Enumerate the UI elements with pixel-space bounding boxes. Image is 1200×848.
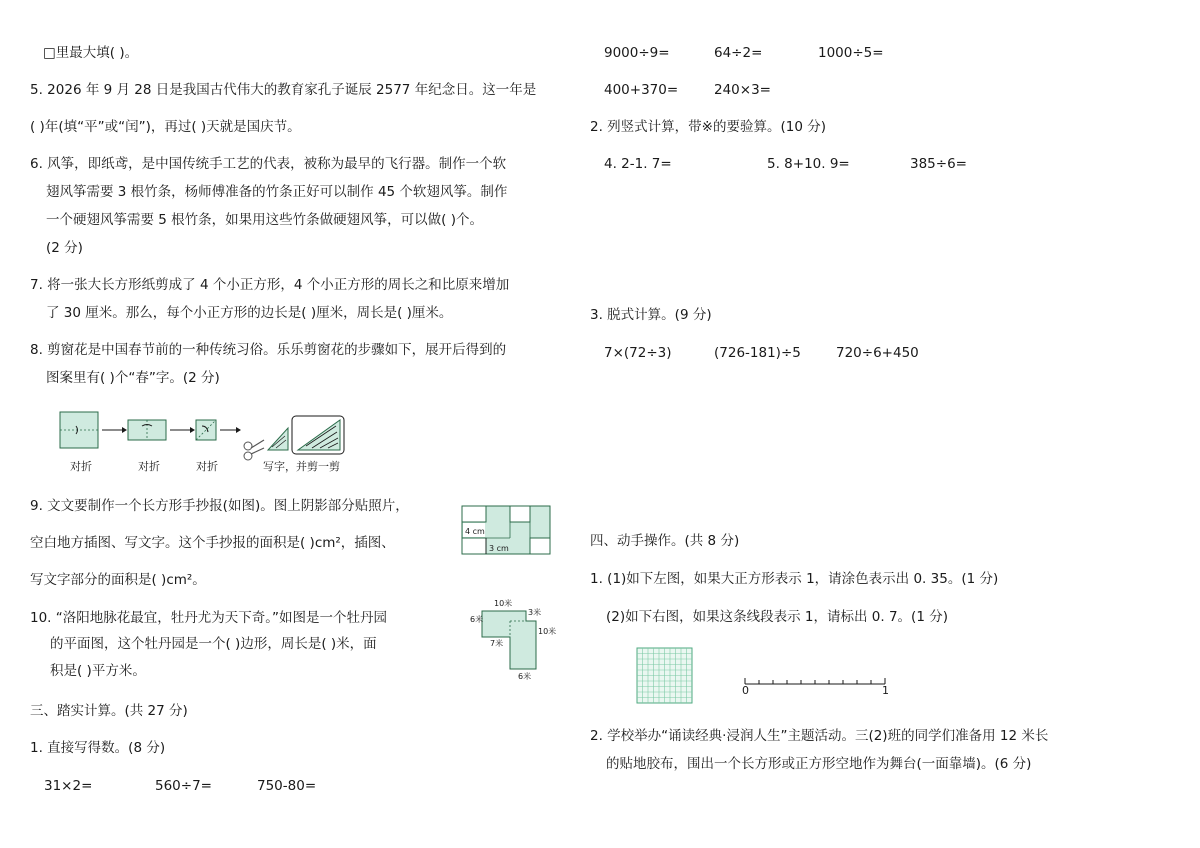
s3-q1-title: 1. 直接写得数。(8 分) <box>30 740 166 756</box>
calc-240x3: 240×3= <box>714 82 771 98</box>
q10-fig-6m-left: 6米 <box>470 615 484 624</box>
q7-line2: 了 30 厘米。那么，每个小正方形的边长是( )厘米，周长是( )厘米。 <box>46 305 453 321</box>
cut-label: 写字，并剪一剪 <box>263 460 340 473</box>
q5-line2: ( )年(填“平”或“闰”)，再过( )天就是国庆节。 <box>30 119 301 135</box>
expr-1: 7×(72÷3) <box>604 345 672 361</box>
number-line-one: 1 <box>882 684 889 697</box>
q9-fig-3cm: 3 cm <box>489 544 509 553</box>
section-3-title: 三、踏实计算。(共 27 分) <box>30 703 188 719</box>
q6-line3: 一个硬翅风筝需要 5 根竹条，如果用这些竹条做硬翅风筝，可以做( )个。 <box>46 212 483 228</box>
q10-fig-7m: 7米 <box>490 639 504 648</box>
vertical-calc-1: 4. 2-1. 7= <box>604 156 672 172</box>
section-4-title: 四、动手操作。(共 8 分) <box>590 533 740 549</box>
q6-line2: 翅风筝需要 3 根竹条，杨师傅准备的竹条正好可以制作 45 个软翅风筝。制作 <box>46 184 508 200</box>
calc-9000d9: 9000÷9= <box>604 45 670 61</box>
q10-line1: 10. “洛阳地脉花最宜，牡丹尤为天下奇。”如图是一个牡丹园 <box>30 610 387 626</box>
calc-64d2: 64÷2= <box>714 45 763 61</box>
number-line-figure <box>740 676 890 690</box>
calc-400p370: 400+370= <box>604 82 679 98</box>
q10-line3: 积是( )平方米。 <box>50 663 146 679</box>
calc-1000d5: 1000÷5= <box>818 45 884 61</box>
q7-line1: 7. 将一张大长方形纸剪成了 4 个小正方形，4 个小正方形的周长之和比原来增加 <box>30 277 510 293</box>
q3-title: 3. 脱式计算。(9 分) <box>590 307 712 323</box>
q6-line1: 6. 风筝，即纸鸢，是中国传统手工艺的代表，被称为最早的飞行器。制作一个软 <box>30 156 507 172</box>
q4-continuation: □里最大填( )。 <box>43 45 139 61</box>
q10-fig-small-label: 3米 <box>528 608 542 617</box>
calc-750m80: 750-80= <box>257 778 317 794</box>
q9-line1: 9. 文文要制作一个长方形手抄报(如图)。图上阴影部分贴照片， <box>30 498 409 514</box>
calc-560d7: 560÷7= <box>155 778 212 794</box>
q5-line1: 5. 2026 年 9 月 28 日是我国古代伟大的教育家孔子诞辰 2577 年纪念日。这一年是 <box>30 82 537 98</box>
q8-line2: 图案里有( )个“春”字。(2 分) <box>46 370 220 386</box>
vertical-calc-3: 385÷6= <box>910 156 967 172</box>
q10-fig-10m-top: 10米 <box>494 599 513 608</box>
q10-fig-6m-bottom: 6米 <box>518 672 532 681</box>
fold-label-2: 对折 <box>138 460 160 473</box>
q9-line2: 空白地方插图、写文字。这个手抄报的面积是( )cm²，插图、 <box>30 535 395 551</box>
q10-line2: 的平面图，这个牡丹园是一个( )边形，周长是( )米，面 <box>50 636 377 652</box>
hundred-grid-figure <box>637 648 693 704</box>
peony-garden-figure <box>476 607 544 679</box>
expr-2: (726-181)÷5 <box>714 345 801 361</box>
scissors-icon <box>244 440 264 460</box>
fold-label-1: 对折 <box>70 460 92 473</box>
q10-fig-10m-right: 10米 <box>538 627 557 636</box>
op2-line1: 2. 学校举办“诵读经典·浸润人生”主题活动。三(2)班的同学们准备用 12 米长 <box>590 728 1049 744</box>
number-line-zero: 0 <box>742 684 749 697</box>
q9-fig-4cm: 4 cm <box>465 527 485 536</box>
op2-line2: 的贴地胶布，围出一个长方形或正方形空地作为舞台(一面靠墙)。(6 分) <box>606 756 1032 772</box>
op1-line1: 1. (1)如下左图，如果大正方形表示 1，请涂色表示出 0. 35。(1 分) <box>590 571 999 587</box>
vertical-calc-2: 5. 8+10. 9= <box>767 156 850 172</box>
q8-line1: 8. 剪窗花是中国春节前的一种传统习俗。乐乐剪窗花的步骤如下，展开后得到的 <box>30 342 507 358</box>
op1-line2: (2)如下右图，如果这条线段表示 1，请标出 0. 7。(1 分) <box>606 609 948 625</box>
q9-line3: 写文字部分的面积是( )cm²。 <box>30 572 206 588</box>
expr-3: 720÷6+450 <box>836 345 919 361</box>
q6-score: (2 分) <box>46 240 83 256</box>
fold-label-3: 对折 <box>196 460 218 473</box>
q2-title: 2. 列竖式计算，带※的要验算。(10 分) <box>590 119 826 135</box>
calc-31x2: 31×2= <box>44 778 93 794</box>
